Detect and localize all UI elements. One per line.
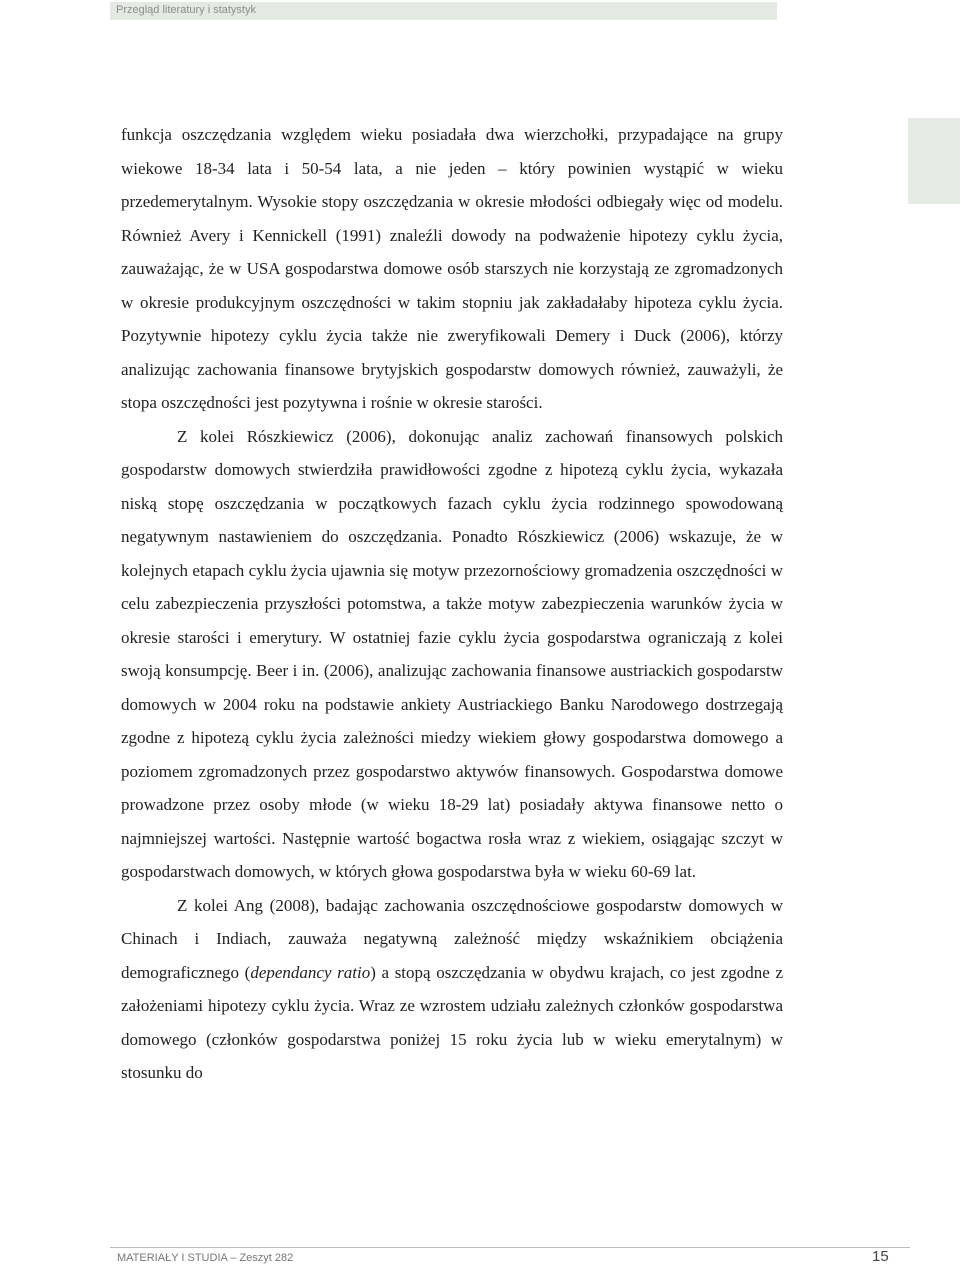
running-header	[110, 2, 777, 20]
side-tab-marker	[908, 118, 960, 204]
paragraph-3	[121, 889, 783, 1090]
paragraph-3-text-after: ) a stopą oszczędzania w obydwu krajach, co jest zgodne z założeniami hipotezy cyklu życia. Wraz ze wzrostem udziału zależnych członków gospodarstwa domowego (członków gospodarstwa poniżej 15 roku życia lub w wieku emerytalnym) w stosunku do	[121, 962, 783, 1082]
footer-series-title: MATERIAŁY I STUDIA – Zeszyt 282	[117, 1252, 294, 1264]
running-title: Przegląd literatury i statystyk	[116, 4, 256, 16]
footer-divider	[110, 1247, 910, 1248]
body-text	[121, 118, 783, 1090]
page-number: 15	[872, 1248, 889, 1265]
paragraph-2: Z kolei Rószkiewicz (2006), dokonując analiz zachowań finansowych polskich gospodarstw domowych stwierdziła prawidłowości zgodne z hipotezą cyklu życia, wykazała niską stopę oszczędzania w początkowych fazach cyklu życia rodzinnego spowodowaną negatywnym nastawieniem do oszczędzania. Ponadto Rószkiewicz (2006) wskazuje, że w kolejnych etapach cyklu życia ujawnia się motyw przezornościowy gromadzenia oszczędności w celu zabezpieczenia przyszłości potomstwa, a także motyw zabezpieczenia warunków życia w okresie starości i emerytury. W ostatniej fazie cyklu życia gospodarstwa ograniczają z kolei swoją konsumpcję. Beer i in. (2006), analizując zachowania finansowe austriackich gospodarstw domowych w 2004 roku na podstawie ankiety Austriackiego Banku Narodowego dostrzegają zgodne z hipotezą cyklu życia zależności miedzy wiekiem głowy gospodarstwa domowego a poziomem zgromadzonych przez gospodarstwo aktywów finansowych. Gospodarstwa domowe prowadzone przez osoby młode (w wieku 18-29 lat) posiadały aktywa finansowe netto o najmniejszej wartości. Następnie wartość bogactwa rosła wraz z wiekiem, osiągając szczyt w gospodarstwach domowych, w których głowa gospodarstwa była w wieku 60-69 lat.	[121, 426, 783, 881]
paragraph-3-text-before: Z kolei Ang (2008), badając zachowania oszczędnościowe gospodarstw domowych w Chinach i Indiach, zauważa negatywną zależność między wskaźnikiem obciążenia demograficznego (	[121, 895, 783, 982]
paragraph-3-italic-term: dependancy ratio	[250, 962, 371, 982]
paragraph-1: funkcja oszczędzania względem wieku posiadała dwa wierzchołki, przypadające na grupy wiekowe 18-34 lata i 50-54 lata, a nie jeden – który powinien wystąpić w wieku przedemerytalnym. Wysokie stopy oszczędzania w okresie młodości odbiegały więc od modelu. Również Avery i Kennickell (1991) znaleźli dowody na podważenie hipotezy cyklu życia, zauważając, że w USA gospodarstwa domowe osób starszych nie korzystają ze zgromadzonych w okresie produkcyjnym oszczędności w takim stopniu jak zakładałaby hipoteza cyklu życia. Pozytywnie hipotezy cyklu życia także nie zweryfikowali Demery i Duck (2006), którzy analizując zachowania finansowe brytyjskich gospodarstw domowych również, zauważyli, że stopa oszczędności jest pozytywna i rośnie w okresie starości.	[121, 125, 783, 412]
